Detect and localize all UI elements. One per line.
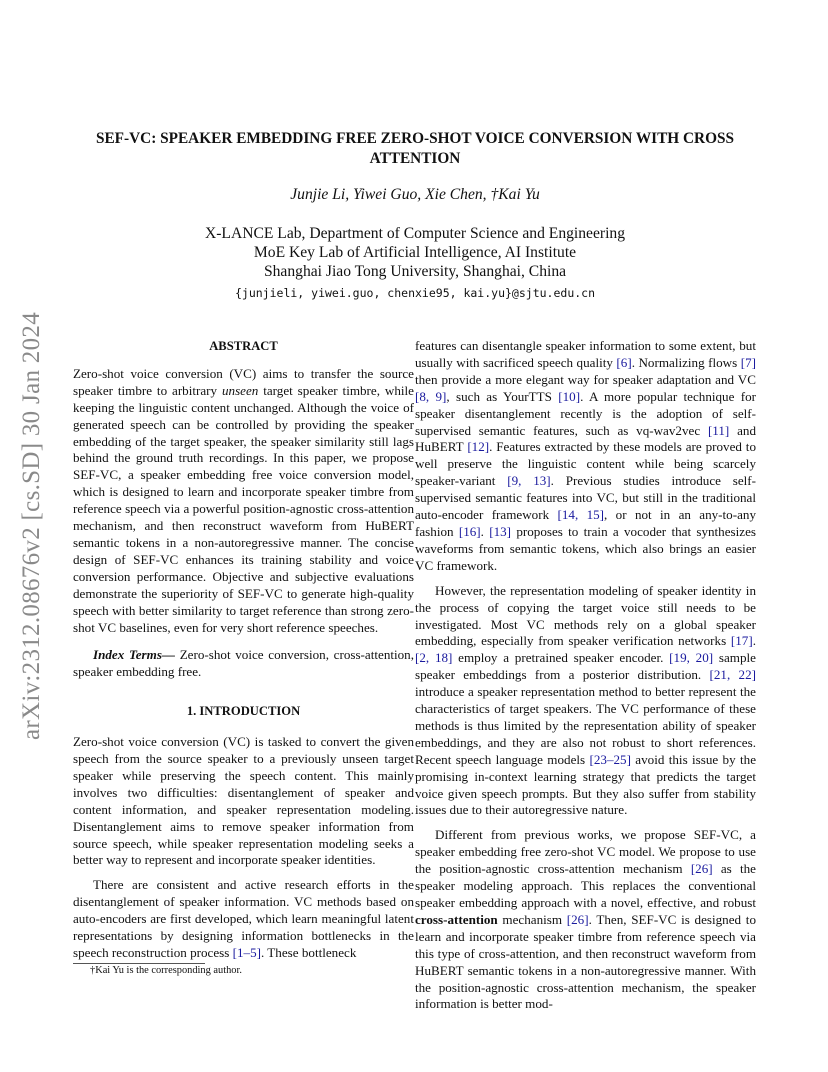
left-column	[73, 338, 414, 962]
citation-link[interactable]: [12]	[467, 439, 490, 455]
affiliation-line-2: MoE Key Lab of Artificial Intelligence, AI Institute	[253, 244, 577, 261]
text-part: . These bottleneck	[261, 945, 357, 960]
text-part: However, the representation modeling of speaker identity in the process of copying the target voice still needs to be investigated. Most VC methods rely on a global speaker embedding, especially from speaker verification networks	[415, 582, 756, 649]
footnote: †Kai Yu is the corresponding author.	[90, 965, 242, 976]
right-paragraph-1	[415, 338, 756, 575]
abstract-part: target speaker timbre, while keeping the linguistic content unchanged. Although the voice of generated speech can be controlled by providing the speaker embedding of the target speaker, the speaker similarity still lags behind the ground truth recordings. In this paper, we propose SEF-VC, a speaker embedding free voice conversion model, which is designed to learn and incorporate speaker timbre from reference speech via a powerful position-agnostic cross-attention mechanism, and then reconstruct waveform from HuBERT semantic tokens in a non-autoregressive manner. The concise design of SEF-VC enhances its training stability and voice conversion performance. Objective and subjective evaluations demonstrate the superiority of SEF-VC to generate high-quality speech with better similarity to target reference than strong zero-shot VC baselines, even for very short reference speeches.	[73, 382, 414, 635]
text-part: , or not in an any-to-any fashion	[415, 507, 756, 539]
text-part: employ a pretrained speaker encoder.	[452, 650, 670, 666]
text-part: There are consistent and active research efforts in the disentanglement of speaker information. VC methods based on auto-encoders are first developed, which learn meaningful latent representations by designing information bottlenecks in the speech reconstruction process	[73, 877, 414, 960]
citation-link[interactable]: [6]	[616, 354, 632, 370]
intro-paragraph-1: Zero-shot voice conversion (VC) is tasked to convert the given speech from the source speaker to a previously unseen target speaker while preserving the speech content. This mainly involves two difficulties: disentanglement of speaker and content information, and speaker representation modeling. Disentanglement aims to remove speaker information from source speech, while speaker representation modeling seeks a better way to represent and incorporate speaker identities.	[73, 734, 414, 868]
citation-link[interactable]: [19, 20]	[669, 650, 714, 666]
author-emails: {junjieli, yiwei.guo, chenxie95, kai.yu}@sjtu.edu.cn	[234, 286, 596, 300]
citation-link[interactable]: [11]	[707, 422, 730, 438]
abstract-part: Zero-shot voice conversion (VC) aims to transfer the source speaker timbre to arbitrary	[73, 365, 414, 398]
citation-link[interactable]: [10]	[558, 388, 581, 404]
text-part: . Normalizing flows	[631, 354, 741, 370]
paper-title	[70, 129, 760, 169]
text-part: as the speaker modeling approach. This replaces the conventional speaker embedding approach with a novel, effective, and robust	[415, 861, 756, 910]
footnote-rule	[73, 963, 205, 964]
text-part: avoid this issue by the promising in-context learning strategy that predicts the target voice given speech prompts. But they also suffer from stability issues due to their autoregressive nature.	[415, 751, 757, 818]
citation-link[interactable]: [16]	[458, 523, 481, 539]
right-paragraph-2	[415, 583, 756, 820]
citation-link[interactable]: [14, 15]	[557, 507, 605, 523]
index-terms-text: Zero-shot voice conversion, cross-attention, speaker embedding free.	[73, 647, 415, 680]
text-part: , such as YourTTS	[446, 388, 559, 404]
intro-paragraph-2	[73, 877, 414, 962]
text-part: . Features extracted by these models are proved to well preserve the linguistic content while being scarcely speaker-variant	[415, 439, 756, 489]
text-part: sample speaker embeddings from a posterior distribution.	[415, 650, 756, 683]
citation-link[interactable]: [2, 18]	[415, 650, 453, 666]
bold-term: cross-attention	[415, 911, 498, 927]
affiliation-line-3: Shanghai Jiao Tong University, Shanghai, China	[263, 263, 567, 280]
text-part: .	[480, 523, 490, 539]
text-part: . A more popular technique for speaker disentanglement recently is the adoption of self-supervised semantic features, such as vq-wav2vec	[415, 388, 756, 438]
index-terms	[73, 647, 414, 681]
right-paragraph-3	[415, 827, 756, 1013]
text-part: . Previous studies introduce self-supervised semantic features into VC, but still in the traditional auto-encoder framework	[415, 473, 756, 523]
citation-link[interactable]: [7]	[740, 354, 756, 370]
arxiv-id: arXiv:2312.08676v2 [cs.SD] 30 Jan 2024	[18, 311, 45, 741]
abstract-text	[73, 366, 414, 637]
citation-link[interactable]: [21, 22]	[709, 667, 756, 683]
authors: Junjie Li, Yiwei Guo, Xie Chen, †Kai Yu	[290, 186, 540, 203]
text-part: features can disentangle speaker information to some extent, but usually with sacrificed speech quality	[415, 338, 756, 370]
citation-link[interactable]: [1–5]	[232, 945, 261, 960]
index-terms-label: Index Terms—	[93, 647, 176, 663]
text-part: then provide a more elegant way for speaker adaptation and VC	[415, 371, 756, 387]
affiliation-line-1: X-LANCE Lab, Department of Computer Science and Engineering	[204, 225, 626, 242]
citation-link[interactable]: [26]	[566, 911, 589, 927]
text-part: proposes to train a vocoder that synthesizes waveforms from semantic tokens, which also brings an easier VC framework.	[415, 523, 756, 573]
text-part: Different from previous works, we propose SEF-VC, a speaker embedding free zero-shot VC model. We propose to use the position-agnostic cross-attention mechanism	[415, 827, 756, 877]
text-part: mechanism	[497, 911, 567, 927]
text-part: introduce a speaker representation method to better represent the characteristics of target speakers. The VC performance of these methods is thus limited by the representation ability of speaker embeddings, and they are also not robust to short references. Recent speech language models	[415, 684, 756, 767]
text-part: .	[752, 633, 756, 649]
text-part: . Then, SEF-VC is designed to learn and incorporate speaker timbre from reference speech via this type of cross-attention, and then reconstruct waveform from HuBERT semantic tokens in a non-autoregressive manner. With the position-agnostic cross-attention mechanism, the speaker information is better mod-	[415, 911, 756, 1012]
citation-link[interactable]: [13]	[489, 523, 512, 539]
citation-link[interactable]: [23–25]	[589, 751, 631, 767]
citation-link[interactable]: [26]	[690, 861, 713, 877]
abstract-emphasis: unseen	[221, 382, 259, 398]
title-line-2: ATTENTION	[369, 150, 461, 167]
right-column	[415, 338, 756, 1013]
abstract-heading: ABSTRACT	[209, 339, 278, 353]
citation-link[interactable]: [17]	[730, 633, 753, 649]
citation-link[interactable]: [8, 9]	[415, 388, 447, 404]
title-line-1: SEF-VC: SPEAKER EMBEDDING FREE ZERO-SHOT VOICE CONVERSION WITH CROSS	[95, 130, 735, 147]
citation-link[interactable]: [9, 13]	[507, 473, 551, 489]
text-part: and HuBERT	[415, 422, 756, 455]
arxiv-watermark	[12, 296, 52, 756]
introduction-heading: 1. INTRODUCTION	[186, 704, 301, 719]
